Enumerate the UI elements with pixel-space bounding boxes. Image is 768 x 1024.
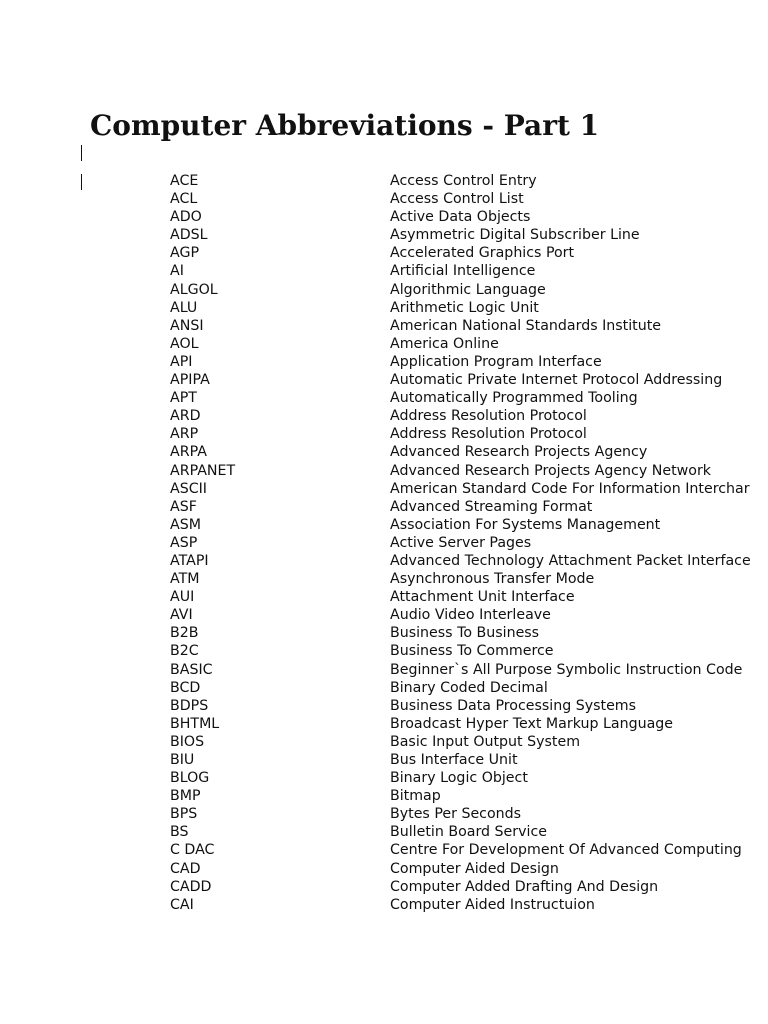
abbreviation-row bbox=[0, 570, 768, 588]
abbreviation-term: ACL bbox=[170, 191, 198, 208]
text-cursor-mark bbox=[81, 145, 82, 161]
abbreviation-term: ARPA bbox=[170, 444, 207, 461]
abbreviation-term: AGP bbox=[170, 245, 200, 262]
abbreviation-row bbox=[0, 715, 768, 733]
abbreviation-row bbox=[0, 172, 768, 190]
abbreviation-term: API bbox=[170, 353, 193, 370]
abbreviation-row bbox=[0, 661, 768, 679]
abbreviation-term: ASP bbox=[170, 534, 198, 551]
abbreviation-term: ASM bbox=[170, 516, 201, 533]
abbreviation-meaning: Artificial Intelligence bbox=[390, 263, 536, 280]
abbreviation-row bbox=[0, 588, 768, 606]
abbreviation-row bbox=[0, 371, 768, 389]
abbreviation-meaning: American National Standards Institute bbox=[390, 317, 662, 334]
abbreviation-row bbox=[0, 299, 768, 317]
abbreviation-row bbox=[0, 823, 768, 841]
abbreviation-row bbox=[0, 679, 768, 697]
abbreviation-term: ALGOL bbox=[170, 281, 218, 298]
abbreviation-term: BS bbox=[170, 824, 189, 841]
abbreviation-meaning: Binary Coded Decimal bbox=[390, 679, 548, 696]
abbreviation-term: ARP bbox=[170, 426, 199, 443]
abbreviation-meaning: Bitmap bbox=[390, 788, 441, 805]
abbreviation-row bbox=[0, 462, 768, 480]
abbreviation-row bbox=[0, 769, 768, 787]
abbreviation-meaning: Business To Business bbox=[390, 625, 540, 642]
abbreviation-row bbox=[0, 733, 768, 751]
abbreviation-term: BASIC bbox=[170, 661, 213, 678]
abbreviation-meaning: Algorithmic Language bbox=[390, 281, 546, 298]
abbreviation-meaning: Business To Commerce bbox=[390, 643, 554, 660]
abbreviation-term: AVI bbox=[170, 607, 193, 624]
abbreviation-meaning: Audio Video Interleave bbox=[390, 607, 551, 624]
abbreviation-term: AI bbox=[170, 263, 184, 280]
abbreviation-meaning: Beginner`s All Purpose Symbolic Instruction Code bbox=[390, 661, 743, 678]
abbreviation-row bbox=[0, 498, 768, 516]
abbreviation-row bbox=[0, 787, 768, 805]
abbreviation-row bbox=[0, 244, 768, 262]
abbreviation-meaning: Attachment Unit Interface bbox=[390, 589, 575, 606]
abbreviation-term: ARD bbox=[170, 408, 201, 425]
abbreviation-meaning: Business Data Processing Systems bbox=[390, 697, 637, 714]
abbreviation-row bbox=[0, 878, 768, 896]
abbreviation-row bbox=[0, 860, 768, 878]
abbreviation-row bbox=[0, 425, 768, 443]
abbreviation-term: ARPANET bbox=[170, 462, 236, 479]
abbreviation-row bbox=[0, 534, 768, 552]
abbreviation-meaning: Centre For Development Of Advanced Computing bbox=[390, 842, 742, 859]
abbreviation-meaning: Binary Logic Object bbox=[390, 770, 528, 787]
abbreviation-meaning: Address Resolution Protocol bbox=[390, 408, 587, 425]
abbreviation-term: BMP bbox=[170, 788, 201, 805]
abbreviation-row bbox=[0, 190, 768, 208]
abbreviation-meaning: Computer Aided Instructuion bbox=[390, 896, 595, 913]
abbreviation-term: ATAPI bbox=[170, 552, 209, 569]
abbreviation-term: CADD bbox=[170, 878, 212, 895]
abbreviation-term: ADO bbox=[170, 209, 202, 226]
abbreviation-meaning: American Standard Code For Information Interchar bbox=[390, 480, 750, 497]
abbreviation-meaning: Asymmetric Digital Subscriber Line bbox=[390, 227, 640, 244]
abbreviation-row bbox=[0, 805, 768, 823]
abbreviation-term: C DAC bbox=[170, 842, 215, 859]
abbreviation-row bbox=[0, 335, 768, 353]
abbreviation-term: APT bbox=[170, 390, 197, 407]
abbreviation-term: APIPA bbox=[170, 372, 210, 389]
abbreviation-term: ASCII bbox=[170, 480, 207, 497]
abbreviation-meaning: Access Control Entry bbox=[390, 173, 537, 189]
abbreviation-term: ACE bbox=[170, 173, 199, 189]
abbreviation-meaning: Asynchronous Transfer Mode bbox=[390, 571, 595, 588]
abbreviation-meaning: Automatic Private Internet Protocol Addressing bbox=[390, 372, 723, 389]
abbreviation-meaning: Advanced Technology Attachment Packet Interface bbox=[390, 552, 751, 569]
abbreviation-meaning: Active Server Pages bbox=[390, 534, 532, 551]
abbreviation-meaning: Bytes Per Seconds bbox=[390, 806, 522, 823]
abbreviation-term: CAD bbox=[170, 860, 201, 877]
abbreviation-term: ANSI bbox=[170, 317, 204, 334]
abbreviation-term: B2B bbox=[170, 625, 199, 642]
abbreviation-row bbox=[0, 407, 768, 425]
abbreviation-meaning: Advanced Streaming Format bbox=[390, 498, 593, 515]
abbreviation-row bbox=[0, 443, 768, 461]
abbreviation-meaning: Accelerated Graphics Port bbox=[390, 245, 575, 262]
abbreviation-term: ADSL bbox=[170, 227, 208, 244]
abbreviation-row bbox=[0, 896, 768, 914]
abbreviation-row bbox=[0, 606, 768, 624]
page-title: Computer Abbreviations - Part 1 bbox=[90, 109, 600, 142]
abbreviation-meaning: Broadcast Hyper Text Markup Language bbox=[390, 715, 674, 732]
abbreviation-term: ASF bbox=[170, 498, 197, 515]
abbreviation-row bbox=[0, 281, 768, 299]
abbreviation-row bbox=[0, 697, 768, 715]
abbreviation-term: BCD bbox=[170, 679, 201, 696]
abbreviation-term: CAI bbox=[170, 896, 194, 913]
abbreviation-row bbox=[0, 552, 768, 570]
abbreviation-meaning: America Online bbox=[390, 335, 499, 352]
abbreviation-row bbox=[0, 841, 768, 859]
abbreviation-term: ATM bbox=[170, 571, 200, 588]
abbreviation-term: BDPS bbox=[170, 697, 209, 714]
abbreviation-meaning: Computer Aided Design bbox=[390, 860, 559, 877]
abbreviation-row bbox=[0, 624, 768, 642]
abbreviation-term: BPS bbox=[170, 806, 198, 823]
abbreviation-meaning: Address Resolution Protocol bbox=[390, 426, 587, 443]
abbreviation-meaning: Association For Systems Management bbox=[390, 516, 661, 533]
abbreviation-term: BHTML bbox=[170, 715, 220, 732]
abbreviation-term: BIOS bbox=[170, 733, 205, 750]
abbreviation-term: B2C bbox=[170, 643, 199, 660]
abbreviation-term: BIU bbox=[170, 752, 195, 768]
abbreviation-row bbox=[0, 480, 768, 498]
abbreviation-row bbox=[0, 353, 768, 371]
abbreviation-meaning: Basic Input Output System bbox=[390, 733, 581, 750]
abbreviation-row bbox=[0, 389, 768, 407]
abbreviation-meaning: Automatically Programmed Tooling bbox=[390, 390, 638, 407]
abbreviation-meaning: Computer Added Drafting And Design bbox=[390, 878, 659, 895]
abbreviation-meaning: Access Control List bbox=[390, 191, 524, 208]
abbreviation-row bbox=[0, 516, 768, 534]
abbreviation-row bbox=[0, 226, 768, 244]
abbreviation-row bbox=[0, 751, 768, 769]
abbreviation-meaning: Application Program Interface bbox=[390, 353, 602, 370]
abbreviation-term: ALU bbox=[170, 299, 198, 316]
abbreviation-meaning: Bus Interface Unit bbox=[390, 752, 518, 768]
abbreviation-meaning: Bulletin Board Service bbox=[390, 824, 547, 841]
abbreviation-meaning: Advanced Research Projects Agency bbox=[390, 444, 648, 461]
abbreviation-list bbox=[0, 172, 768, 914]
abbreviation-term: BLOG bbox=[170, 770, 210, 787]
abbreviation-meaning: Active Data Objects bbox=[390, 209, 531, 226]
abbreviation-row bbox=[0, 262, 768, 280]
abbreviation-meaning: Advanced Research Projects Agency Network bbox=[390, 462, 711, 479]
abbreviation-row bbox=[0, 208, 768, 226]
abbreviation-term: AOL bbox=[170, 335, 199, 352]
abbreviation-row bbox=[0, 642, 768, 660]
abbreviation-meaning: Arithmetic Logic Unit bbox=[390, 299, 539, 316]
abbreviation-row bbox=[0, 317, 768, 335]
abbreviation-term: AUI bbox=[170, 589, 195, 606]
